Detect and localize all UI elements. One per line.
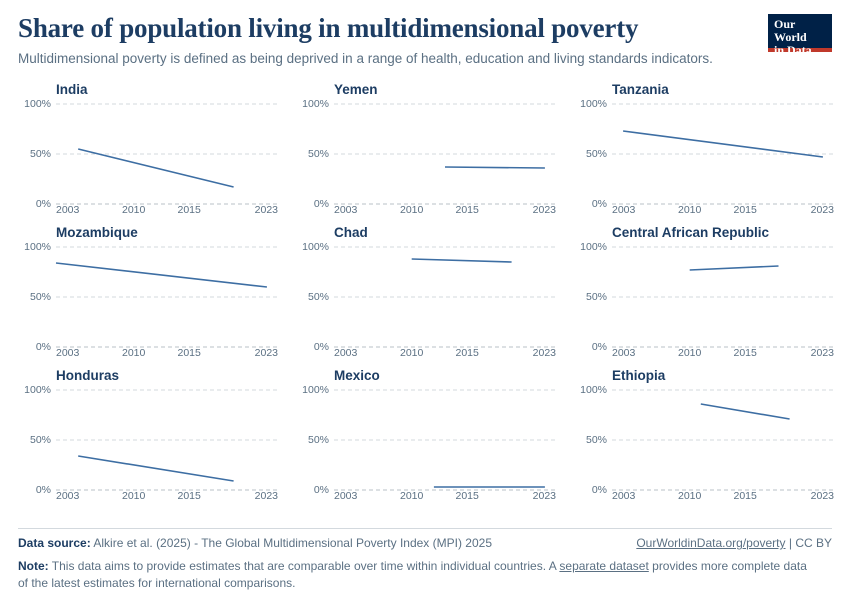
x-axis — [612, 204, 834, 218]
y-axis-tick-label: 100% — [302, 384, 329, 397]
x-axis-tick-label: 2023 — [532, 204, 556, 217]
x-axis-tick-label: 2003 — [56, 204, 80, 217]
footer-note — [18, 558, 808, 592]
x-axis-tick-label: 2010 — [678, 490, 702, 503]
y-axis-tick-label: 0% — [591, 484, 607, 497]
footer-separator: | — [788, 536, 796, 551]
y-axis-tick-label: 0% — [313, 341, 329, 354]
y-axis-tick-label: 0% — [591, 341, 607, 354]
x-axis — [334, 204, 556, 218]
x-axis-tick-label: 2015 — [177, 204, 201, 217]
panel-title: Honduras — [56, 368, 120, 384]
panel-title: India — [56, 82, 88, 98]
chart-panel — [18, 82, 278, 225]
x-axis-tick-label: 2010 — [678, 204, 702, 217]
x-axis-tick-label: 2015 — [455, 204, 479, 217]
panel-svg — [296, 389, 556, 491]
chart-panel — [574, 82, 834, 225]
note-label: Note: — [18, 559, 49, 574]
x-axis-tick-label: 2003 — [612, 347, 636, 360]
x-axis-tick-label: 2010 — [122, 204, 146, 217]
chart-panel — [296, 368, 556, 511]
panel-svg — [18, 246, 278, 348]
series-line[interactable] — [623, 131, 823, 157]
x-axis-tick-label: 2010 — [400, 347, 424, 360]
series-line[interactable] — [701, 404, 790, 419]
series-line[interactable] — [78, 456, 233, 481]
y-axis-tick-label: 0% — [313, 198, 329, 211]
x-axis-tick-label: 2003 — [612, 490, 636, 503]
x-axis-tick-label: 2003 — [56, 347, 80, 360]
y-axis-tick-label: 50% — [307, 434, 329, 447]
x-axis-tick-label: 2023 — [532, 490, 556, 503]
panel-svg — [574, 246, 834, 348]
chart-footer — [18, 528, 832, 592]
x-axis — [334, 347, 556, 361]
page-title: Share of population living in multidimensional poverty — [18, 13, 639, 43]
owid-logo-line2: in Data — [774, 42, 812, 57]
chart-panel — [296, 225, 556, 368]
y-axis-tick-label: 100% — [580, 241, 607, 254]
y-axis-tick-label: 50% — [29, 148, 51, 161]
x-axis-tick-label: 2003 — [334, 347, 358, 360]
series-line[interactable] — [445, 167, 545, 168]
x-axis-tick-label: 2015 — [733, 490, 757, 503]
x-axis-tick-label: 2015 — [455, 490, 479, 503]
small-multiples-grid — [18, 82, 832, 511]
x-axis — [56, 347, 278, 361]
x-axis-tick-label: 2010 — [400, 204, 424, 217]
x-axis-tick-label: 2010 — [678, 347, 702, 360]
footer-attribution — [636, 535, 832, 551]
x-axis-tick-label: 2023 — [254, 204, 278, 217]
series-line[interactable] — [56, 263, 267, 287]
data-source — [18, 535, 492, 551]
chart-header — [18, 14, 832, 68]
x-axis — [612, 347, 834, 361]
x-axis-tick-label: 2023 — [810, 347, 834, 360]
panel-title: Chad — [334, 225, 368, 241]
panel-svg — [574, 389, 834, 491]
x-axis-tick-label: 2015 — [455, 347, 479, 360]
page-subtitle: Multidimensional poverty is defined as being deprived in a range of health, education and living standards indicators. — [18, 50, 713, 66]
x-axis-tick-label: 2015 — [177, 490, 201, 503]
x-axis — [56, 490, 278, 504]
y-axis-tick-label: 100% — [24, 98, 51, 111]
series-line[interactable] — [690, 266, 779, 270]
panel-title: Ethiopia — [612, 368, 666, 384]
x-axis-tick-label: 2003 — [612, 204, 636, 217]
series-line[interactable] — [78, 149, 233, 187]
y-axis-tick-label: 100% — [580, 384, 607, 397]
x-axis-tick-label: 2023 — [810, 204, 834, 217]
x-axis — [612, 490, 834, 504]
owid-url-link[interactable]: OurWorldinData.org/poverty — [636, 536, 786, 551]
y-axis-tick-label: 0% — [35, 484, 51, 497]
y-axis-tick-label: 50% — [29, 434, 51, 447]
panel-title: Mozambique — [56, 225, 138, 241]
license-label: CC BY — [795, 536, 832, 551]
chart-panel — [574, 225, 834, 368]
owid-logo-line1: Our World — [774, 17, 807, 44]
y-axis-tick-label: 0% — [591, 198, 607, 211]
y-axis-tick-label: 50% — [585, 291, 607, 304]
y-axis-tick-label: 100% — [24, 241, 51, 254]
y-axis-tick-label: 0% — [35, 341, 51, 354]
panel-svg — [296, 103, 556, 205]
panel-title: Yemen — [334, 82, 378, 98]
y-axis-tick-label: 50% — [585, 434, 607, 447]
y-axis-tick-label: 50% — [29, 291, 51, 304]
chart-panel — [574, 368, 834, 511]
x-axis-tick-label: 2023 — [810, 490, 834, 503]
x-axis-tick-label: 2003 — [334, 204, 358, 217]
y-axis-tick-label: 100% — [302, 98, 329, 111]
data-source-label: Data source: — [18, 536, 91, 551]
x-axis-tick-label: 2003 — [56, 490, 80, 503]
chart-panel — [296, 82, 556, 225]
y-axis-tick-label: 100% — [24, 384, 51, 397]
separate-dataset-link[interactable]: separate dataset — [559, 559, 649, 574]
x-axis-tick-label: 2015 — [177, 347, 201, 360]
x-axis-tick-label: 2015 — [733, 204, 757, 217]
x-axis — [56, 204, 278, 218]
owid-logo[interactable] — [768, 14, 832, 57]
x-axis-tick-label: 2023 — [532, 347, 556, 360]
y-axis-tick-label: 50% — [307, 291, 329, 304]
panel-svg — [18, 389, 278, 491]
y-axis-tick-label: 0% — [313, 484, 329, 497]
panel-title: Tanzania — [612, 82, 669, 98]
x-axis-tick-label: 2003 — [334, 490, 358, 503]
data-source-text: Alkire et al. (2025) - The Global Multidimensional Poverty Index (MPI) 2025 — [93, 536, 492, 551]
x-axis-tick-label: 2015 — [733, 347, 757, 360]
x-axis-tick-label: 2023 — [254, 490, 278, 503]
chart-panel — [18, 225, 278, 368]
y-axis-tick-label: 100% — [580, 98, 607, 111]
series-line[interactable] — [412, 259, 512, 262]
footer-divider — [18, 528, 832, 529]
x-axis — [334, 490, 556, 504]
x-axis-tick-label: 2023 — [254, 347, 278, 360]
panel-svg — [296, 246, 556, 348]
panel-title: Mexico — [334, 368, 380, 384]
y-axis-tick-label: 0% — [35, 198, 51, 211]
y-axis-tick-label: 50% — [585, 148, 607, 161]
panel-title: Central African Republic — [612, 225, 770, 241]
y-axis-tick-label: 50% — [307, 148, 329, 161]
chart-panel — [18, 368, 278, 511]
y-axis-tick-label: 100% — [302, 241, 329, 254]
x-axis-tick-label: 2010 — [122, 490, 146, 503]
panel-svg — [18, 103, 278, 205]
note-text-1: This data aims to provide estimates that are comparable over time within individual countries. A — [51, 559, 557, 574]
x-axis-tick-label: 2010 — [122, 347, 146, 360]
panel-svg — [574, 103, 834, 205]
note-text-2: provides more complete data of the latest estimates for international comparisons. — [18, 559, 807, 591]
x-axis-tick-label: 2010 — [400, 490, 424, 503]
